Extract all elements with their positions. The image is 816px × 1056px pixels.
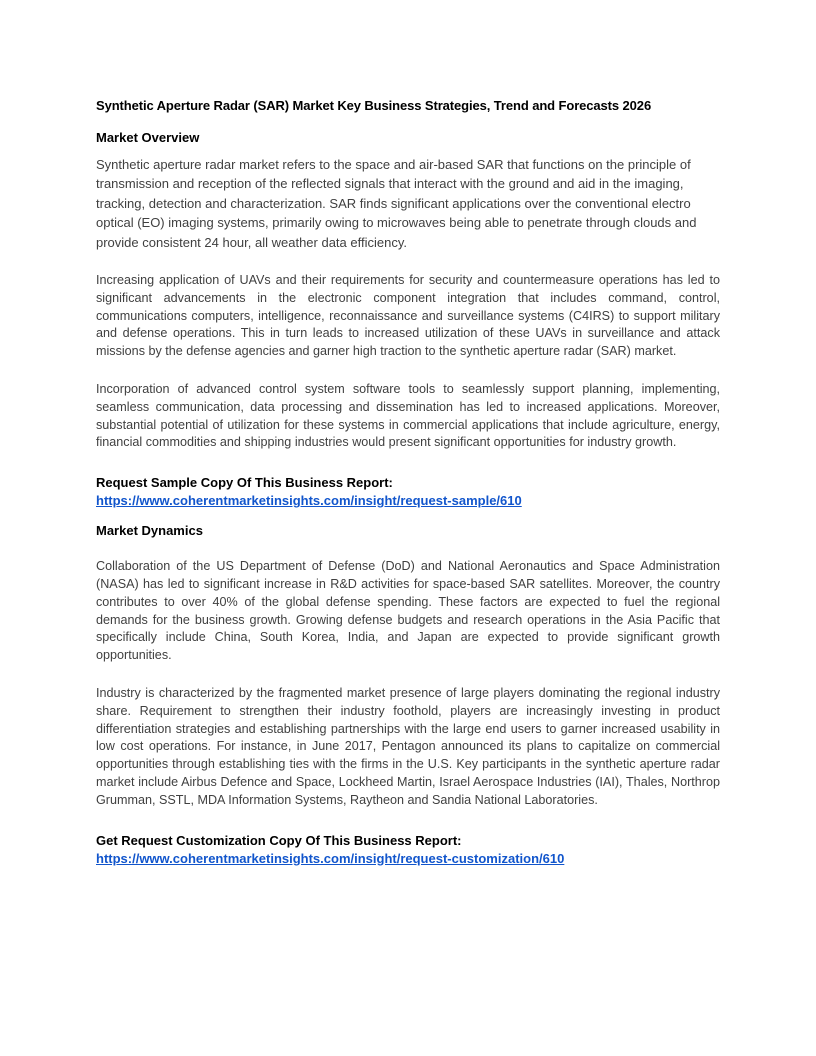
- overview-paragraph-2: Increasing application of UAVs and their requirements for security and countermeasure operations has led to significant advancements in the electronic component integration that includes command, control, communications computers, intelligence, reconnaissance and surveillance systems (C4IRS) to support military and defense operations. This in turn leads to increased utilization of these UAVs in surveillance and attack missions by the defense agencies and garner high traction to the synthetic aperture radar (SAR) market.: [96, 273, 720, 359]
- overview-paragraph-3: Incorporation of advanced control system software tools to seamlessly support planning, implementing, seamless communication, data processing and dissemination has led to increased applications. Moreover, substantial potential of utilization for these systems in commercial applications that include agriculture, energy, financial commodities and shipping industries would present significant opportunities for industry growth.: [96, 382, 720, 450]
- document-page: [96, 97, 720, 880]
- market-overview-heading: Market Overview: [96, 130, 200, 145]
- overview-paragraph-1: Synthetic aperture radar market refers to the space and air-based SAR that functions on the principle of transmission and reception of the reflected signals that interact with the ground and aid in the imaging, tracking, detection and characterization. SAR finds significant applications over the conventional electro optical (EO) imaging systems, primarily owing to microwaves being able to penetrate through clouds and provide consistent 24 hour, all weather data efficiency.: [96, 157, 697, 250]
- sample-request-block: [96, 474, 720, 522]
- market-dynamics-heading: Market Dynamics: [96, 523, 203, 539]
- customization-request-link[interactable]: https://www.coherentmarketinsights.com/insight/request-customization/610: [96, 850, 565, 866]
- sample-request-label: Request Sample Copy Of This Business Report:: [96, 475, 393, 491]
- customization-request-block: [96, 832, 720, 880]
- customization-request-label: Get Request Customization Copy Of This Business Report:: [96, 832, 462, 848]
- document-title: Synthetic Aperture Radar (SAR) Market Key Business Strategies, Trend and Forecasts 2026: [96, 98, 652, 113]
- sample-request-link[interactable]: https://www.coherentmarketinsights.com/insight/request-sample/610: [96, 493, 522, 509]
- dynamics-paragraph-1: Collaboration of the US Department of Defense (DoD) and National Aeronautics and Space Administration (NASA) has led to significant increase in R&D activities for space-based SAR satellites. Moreover, the country contributes to over 40% of the global defense spending. These factors are expected to fuel the regional demands for the business growth. Growing defense budgets and research operations in the Asia Pacific that specifically include China, South Korea, India, and Japan are expected to provide significant growth opportunities.: [96, 559, 720, 663]
- dynamics-paragraph-2: Industry is characterized by the fragmented market presence of large players dominating the regional industry share. Requirement to strengthen their industry foothold, players are increasingly investing in product differentiation strategies and establishing partnerships with the large end users to garner increased usability in low cost operations. For instance, in June 2017, Pentagon announced its plans to capitalize on commercial opportunities through establishing ties with the firms in the U.S. Key participants in the synthetic aperture radar market include Airbus Defence and Space, Lockheed Martin, Israel Aerospace Industries (IAI), Thales, Northrop Grumman, SSTL, MDA Information Systems, Raytheon and Sandia National Laboratories.: [96, 685, 720, 807]
